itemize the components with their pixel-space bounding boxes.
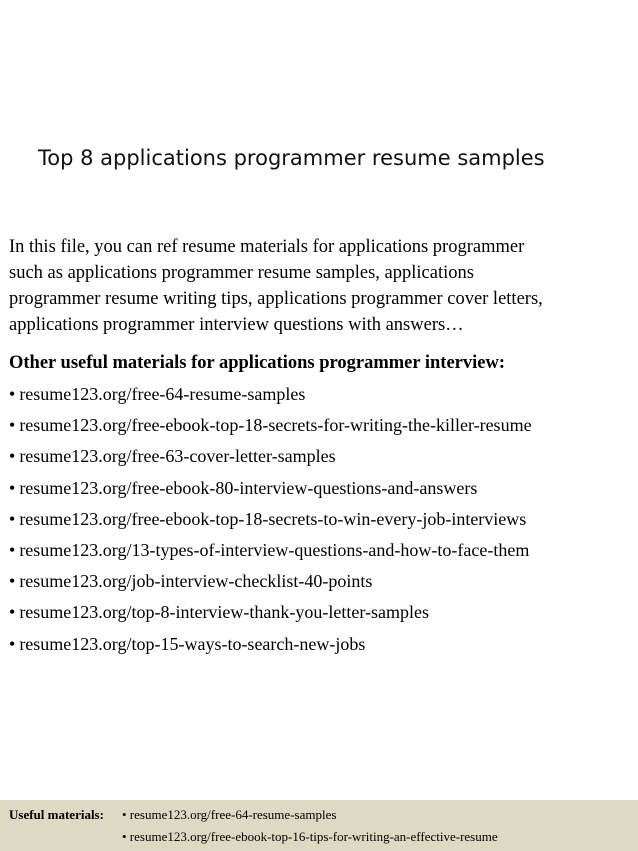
intro-line: programmer resume writing tips, applications programmer cover letters, [9,289,543,309]
resource-link[interactable]: resume123.org/free-64-resume-samples [19,384,306,404]
footer-label-text: Useful materials [9,807,100,822]
resource-link[interactable]: resume123.org/free-ebook-top-18-secrets-for-writing-the-killer-resume [19,415,532,436]
list-item [9,537,532,568]
intro-line: In this file, you can ref resume materials for applications programmer [9,237,525,257]
footer-link[interactable]: • resume123.org/free-ebook-top-16-tips-for-writing-an-effective-resume [122,829,498,844]
resource-link[interactable]: resume123.org/free-ebook-top-18-secrets-to-win-every-job-interviews [19,508,527,529]
resource-link[interactable]: resume123.org/job-interview-checklist-40-points [19,571,373,592]
list-item [9,506,532,537]
bullet-icon: • [9,446,16,467]
bullet-icon: • [9,477,16,498]
bullet-icon: • [9,571,16,592]
list-item [9,412,532,443]
bullet-icon: • [9,633,16,654]
footer-label [9,805,104,825]
intro-paragraph [9,234,633,338]
resource-link[interactable]: resume123.org/top-8-interview-thank-you-letter-samples [19,602,429,623]
footer-bar [0,800,638,851]
list-item [9,631,532,662]
footer-label-colon: : [99,807,104,822]
resource-link[interactable]: resume123.org/free-ebook-80-interview-questions-and-answers [19,477,478,498]
page-title: Top 8 applications programmer resume samples [38,146,545,170]
bullet-icon: • [9,415,16,436]
footer-link[interactable]: • resume123.org/free-64-resume-samples [122,807,337,822]
intro-line: such as applications programmer resume samples, applications [9,263,474,283]
bullet-icon: • [9,508,16,529]
bullet-icon: • [9,539,16,560]
resource-link[interactable]: resume123.org/13-types-of-interview-questions-and-how-to-face-them [19,539,530,560]
list-item [9,568,532,599]
resource-link[interactable]: resume123.org/top-15-ways-to-search-new-jobs [19,633,366,654]
bullet-icon: • [9,384,16,404]
list-item [9,475,532,506]
list-item [9,599,532,630]
other-materials-heading: Other useful materials for applications programmer interview: [9,353,506,373]
resource-link[interactable]: resume123.org/free-63-cover-letter-samples [19,446,336,467]
materials-link-list [9,381,532,662]
intro-line: applications programmer interview questions with answers… [9,315,464,335]
list-item [9,381,532,412]
bullet-icon: • [9,602,16,623]
list-item [9,443,532,474]
